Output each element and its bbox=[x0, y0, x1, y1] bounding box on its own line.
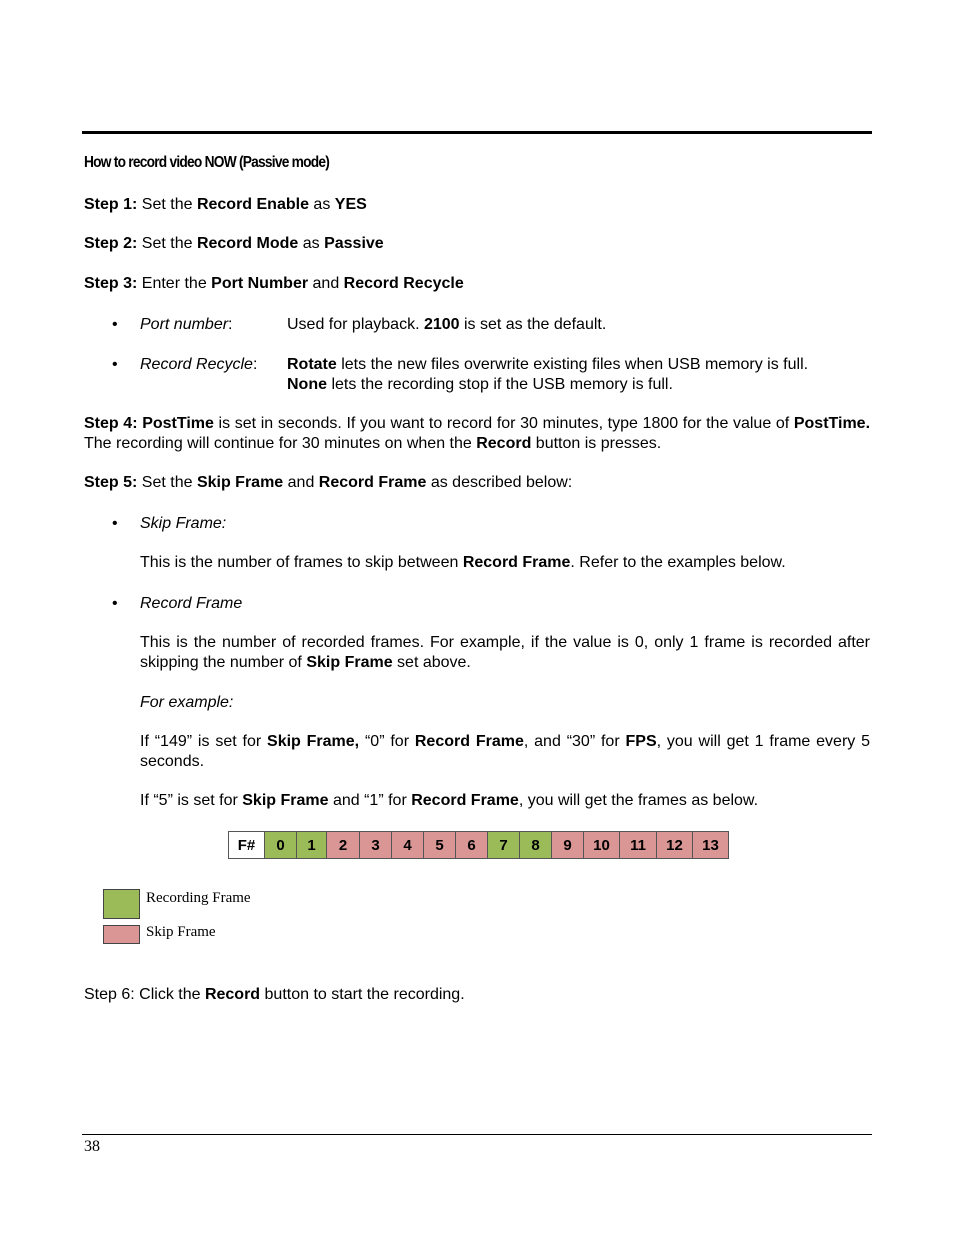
frame-cell: 6 bbox=[456, 832, 488, 859]
frame-header-cell: F# bbox=[229, 832, 265, 859]
frame-cell: 8 bbox=[520, 832, 552, 859]
frame-cell: 13 bbox=[693, 832, 729, 859]
top-rule bbox=[82, 131, 872, 134]
bullet-icon: • bbox=[112, 316, 118, 333]
record-frame-desc: This is the number of recorded frames. For example, if the value is 0, only 1 frame is recorded after skipping the number of Skip Frame set above. bbox=[140, 634, 870, 671]
example-label: For example: bbox=[140, 694, 234, 711]
skip-frame-label: Skip Frame: bbox=[140, 515, 227, 532]
record-recycle-rotate: Rotate lets the new files overwrite existing files when USB memory is full. bbox=[287, 356, 809, 373]
frame-cell: 3 bbox=[360, 832, 392, 859]
frame-row bbox=[229, 832, 729, 859]
example-2: If “5” is set for Skip Frame and “1” for Record Frame, you will get the frames as below. bbox=[140, 792, 759, 809]
section-heading: How to record video NOW (Passive mode) bbox=[84, 154, 330, 171]
frame-cell: 9 bbox=[552, 832, 584, 859]
frame-cell: 11 bbox=[620, 832, 657, 859]
frame-cell: 0 bbox=[265, 832, 297, 859]
frame-cell: 2 bbox=[327, 832, 360, 859]
step-3: Step 3: Enter the Port Number and Record Recycle bbox=[84, 275, 464, 292]
skip-frame-swatch bbox=[103, 925, 140, 944]
record-recycle-none: None lets the recording stop if the USB memory is full. bbox=[287, 376, 673, 393]
bullet-icon: • bbox=[112, 515, 118, 532]
record-frame-label: Record Frame bbox=[140, 595, 243, 612]
frame-cell: 1 bbox=[297, 832, 327, 859]
step-2: Step 2: Set the Record Mode as Passive bbox=[84, 235, 384, 252]
frame-cell: 5 bbox=[424, 832, 456, 859]
frame-cell: 7 bbox=[488, 832, 520, 859]
step-1: Step 1: Set the Record Enable as YES bbox=[84, 196, 367, 213]
step-5: Step 5: Set the Skip Frame and Record Frame as described below: bbox=[84, 474, 573, 491]
skip-frame-desc: This is the number of frames to skip between Record Frame. Refer to the examples below. bbox=[140, 554, 786, 571]
page-number: 38 bbox=[84, 1138, 100, 1155]
step-6: Step 6: Click the Record button to start the recording. bbox=[84, 986, 465, 1003]
port-number-desc: Used for playback. 2100 is set as the default. bbox=[287, 316, 607, 333]
step-4: Step 4: PostTime is set in seconds. If you want to record for 30 minutes, type 1800 for the value of PostTime. The recording will continue for 30 minutes on when the Record button is presses. bbox=[84, 415, 871, 452]
frame-cell: 10 bbox=[584, 832, 620, 859]
footer-rule bbox=[82, 1134, 872, 1135]
frame-cell: 12 bbox=[657, 832, 693, 859]
frame-table bbox=[228, 831, 729, 859]
bullet-icon: • bbox=[112, 595, 118, 612]
bullet-icon: • bbox=[112, 356, 118, 373]
port-number-label: Port number: bbox=[140, 316, 233, 333]
frame-cell: 4 bbox=[392, 832, 424, 859]
recording-frame-legend: Recording Frame bbox=[146, 890, 251, 906]
example-1: If “149” is set for Skip Frame, “0” for Record Frame, and “30” for FPS, you will get 1 frame every 5 seconds. bbox=[140, 733, 871, 770]
record-recycle-label: Record Recycle: bbox=[140, 356, 258, 373]
recording-frame-swatch bbox=[103, 889, 140, 919]
skip-frame-legend: Skip Frame bbox=[146, 924, 216, 940]
